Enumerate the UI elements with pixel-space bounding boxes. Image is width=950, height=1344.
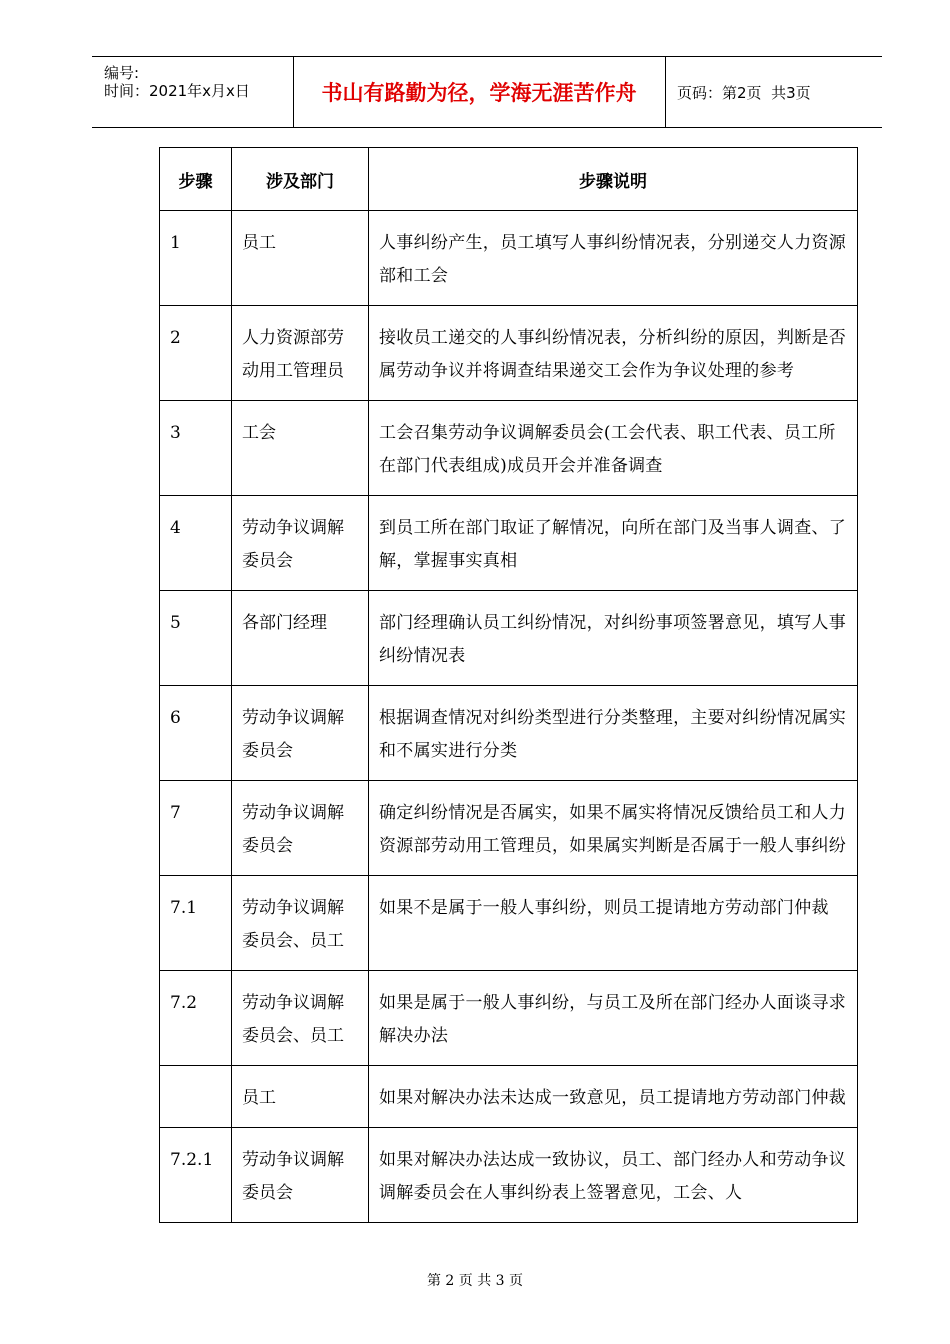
step-number: 2 bbox=[170, 328, 181, 348]
step-cell bbox=[160, 591, 232, 686]
table-row bbox=[160, 1066, 858, 1128]
desc-cell bbox=[369, 211, 858, 306]
dept-cell bbox=[232, 211, 369, 306]
department: 各部门经理 bbox=[242, 613, 327, 633]
desc-cell bbox=[369, 496, 858, 591]
step-number: 1 bbox=[170, 233, 181, 253]
step-description: 人事纠纷产生，员工填写人事纠纷情况表，分别递交人力资源部和工会 bbox=[379, 233, 847, 286]
department: 工会 bbox=[242, 423, 276, 443]
header-step: 步骤 bbox=[160, 148, 232, 211]
step-description: 接收员工递交的人事纠纷情况表，分析纠纷的原因，判断是否属劳动争议并将调查结果递交工会作为争议处理的参考 bbox=[379, 328, 847, 381]
dept-cell bbox=[232, 1066, 369, 1128]
step-cell bbox=[160, 781, 232, 876]
desc-cell bbox=[369, 401, 858, 496]
table-row bbox=[160, 781, 858, 876]
table-row bbox=[160, 496, 858, 591]
step-number: 7.2 bbox=[170, 993, 198, 1013]
header-dept: 涉及部门 bbox=[232, 148, 369, 211]
step-cell bbox=[160, 1066, 232, 1128]
table-row bbox=[160, 686, 858, 781]
step-cell bbox=[160, 496, 232, 591]
step-number bbox=[160, 1066, 231, 1094]
desc-cell bbox=[369, 591, 858, 686]
dept-cell bbox=[232, 971, 369, 1066]
department: 人力资源部劳动用工管理员 bbox=[242, 328, 344, 381]
desc-cell bbox=[369, 1066, 858, 1128]
header-desc: 步骤说明 bbox=[369, 148, 858, 211]
step-description: 如果对解决办法未达成一致意见，员工提请地方劳动部门仲裁 bbox=[379, 1088, 847, 1108]
step-cell bbox=[160, 401, 232, 496]
department: 劳动争议调解委员会、员工 bbox=[242, 898, 344, 951]
step-number: 3 bbox=[170, 423, 181, 443]
table-row bbox=[160, 1128, 858, 1223]
step-cell bbox=[160, 211, 232, 306]
step-cell bbox=[160, 876, 232, 971]
step-description: 确定纠纷情况是否属实，如果不属实将情况反馈给员工和人力资源部劳动用工管理员，如果属实判断是否属于一般人事纠纷 bbox=[379, 803, 847, 856]
table-row bbox=[160, 971, 858, 1066]
step-description: 部门经理确认员工纠纷情况，对纠纷事项签署意见，填写人事纠纷情况表 bbox=[379, 613, 847, 666]
dept-cell bbox=[232, 306, 369, 401]
table-header-row bbox=[160, 148, 858, 211]
department: 劳动争议调解委员会 bbox=[242, 518, 344, 571]
dept-cell bbox=[232, 781, 369, 876]
dept-cell bbox=[232, 591, 369, 686]
desc-cell bbox=[369, 781, 858, 876]
department: 劳动争议调解委员会 bbox=[242, 803, 344, 856]
table-row bbox=[160, 211, 858, 306]
footer-page-number: 第 2 页 共 3 页 bbox=[426, 1273, 524, 1289]
table-row bbox=[160, 306, 858, 401]
step-number: 4 bbox=[170, 518, 181, 538]
dept-cell bbox=[232, 401, 369, 496]
step-cell bbox=[160, 1128, 232, 1223]
department: 劳动争议调解委员会 bbox=[242, 1150, 344, 1203]
desc-cell bbox=[369, 306, 858, 401]
step-description: 根据调查情况对纠纷类型进行分类整理，主要对纠纷情况属实和不属实进行分类 bbox=[379, 708, 847, 761]
step-description: 工会召集劳动争议调解委员会(工会代表、职工代表、员工所在部门代表组成)成员开会并准备调查 bbox=[379, 423, 836, 476]
header-meta bbox=[92, 57, 294, 127]
dept-cell bbox=[232, 496, 369, 591]
step-number: 7.2.1 bbox=[170, 1150, 214, 1170]
dept-cell bbox=[232, 1128, 369, 1223]
step-number: 5 bbox=[170, 613, 181, 633]
desc-cell bbox=[369, 686, 858, 781]
number-label: 编号: bbox=[104, 64, 140, 82]
steps-table bbox=[159, 147, 858, 1223]
header-motto: 书山有路勤为径，学海无涯苦作舟 bbox=[293, 57, 666, 127]
dept-cell bbox=[232, 686, 369, 781]
department: 员工 bbox=[242, 233, 276, 253]
page-header bbox=[92, 56, 882, 128]
desc-cell bbox=[369, 971, 858, 1066]
step-cell bbox=[160, 306, 232, 401]
step-description: 如果对解决办法达成一致协议，员工、部门经办人和劳动争议调解委员会在人事纠纷表上签署意见，工会、人 bbox=[379, 1150, 847, 1203]
dept-cell bbox=[232, 876, 369, 971]
step-description: 到员工所在部门取证了解情况，向所在部门及当事人调查、了解，掌握事实真相 bbox=[379, 518, 847, 571]
page-footer bbox=[0, 1270, 950, 1290]
step-cell bbox=[160, 686, 232, 781]
page-info-text: 页码：第2页 共3页 bbox=[677, 83, 811, 102]
desc-cell bbox=[369, 1128, 858, 1223]
department: 劳动争议调解委员会 bbox=[242, 708, 344, 761]
department: 员工 bbox=[242, 1088, 276, 1108]
step-description: 如果是属于一般人事纠纷，与员工及所在部门经办人面谈寻求解决办法 bbox=[379, 993, 847, 1046]
time-label: 时间：2021年x月x日 bbox=[104, 82, 250, 100]
department: 劳动争议调解委员会、员工 bbox=[242, 993, 344, 1046]
table-row bbox=[160, 591, 858, 686]
step-number: 6 bbox=[170, 708, 181, 728]
header-page-info bbox=[665, 57, 882, 127]
step-cell bbox=[160, 971, 232, 1066]
table-row bbox=[160, 876, 858, 971]
step-description: 如果不是属于一般人事纠纷，则员工提请地方劳动部门仲裁 bbox=[379, 898, 829, 918]
step-number: 7.1 bbox=[170, 898, 198, 918]
step-number: 7 bbox=[170, 803, 181, 823]
table-row bbox=[160, 401, 858, 496]
desc-cell bbox=[369, 876, 858, 971]
